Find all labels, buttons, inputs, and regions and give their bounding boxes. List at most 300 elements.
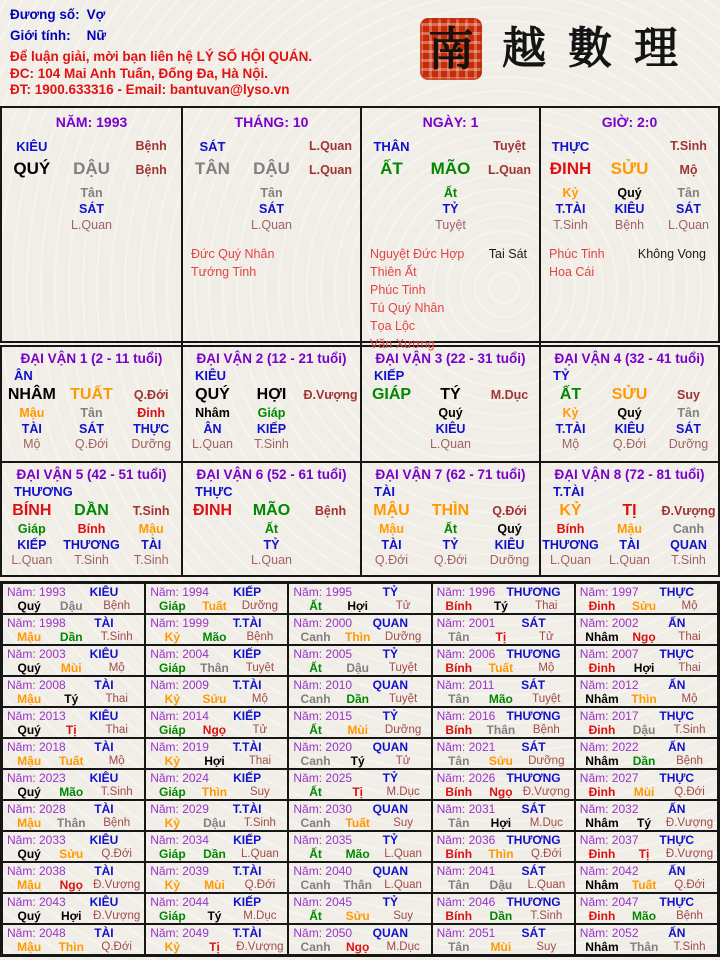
year-stem: Ất — [309, 785, 322, 799]
pillar-box — [539, 108, 718, 353]
year-top-row — [437, 585, 572, 599]
year-cell — [432, 614, 575, 645]
dai-van-star: ÂN — [14, 368, 33, 383]
year-stage: Q.Đới — [244, 879, 276, 891]
year-star: SÁT — [521, 678, 546, 692]
god-name: Thiên Ất — [370, 265, 417, 279]
year-label: Năm: 1999 — [150, 616, 209, 630]
year-branch: Ngọ — [632, 630, 656, 644]
year-bottom-row — [150, 785, 285, 799]
year-star: QUAN — [372, 926, 409, 940]
subject-value: Vợ — [86, 7, 106, 22]
god-name: Nguyệt Đức Hợp — [370, 247, 465, 261]
year-label: Năm: 2031 — [436, 802, 496, 816]
hidden-stems-group — [541, 185, 718, 237]
hidden-stem-column — [659, 185, 718, 237]
year-label: Năm: 2018 — [7, 740, 66, 754]
year-cell — [145, 893, 288, 924]
year-top-row — [293, 740, 428, 754]
dai-van-box — [2, 347, 181, 461]
year-cell — [432, 583, 575, 614]
subject-label: Đương số: — [10, 7, 80, 22]
year-branch: Hợi — [490, 816, 512, 830]
year-star: TỶ — [382, 709, 399, 723]
hidden-star: THỰC — [133, 421, 170, 436]
year-stage: T.Sinh — [243, 817, 276, 829]
year-bottom-row — [580, 723, 715, 737]
dai-van-stem: NHÂM — [7, 386, 56, 403]
gods-list — [183, 237, 360, 281]
year-stem: Đinh — [588, 661, 616, 675]
dai-van-title: ĐẠI VẬN 6 (52 - 61 tuổi) — [196, 467, 347, 482]
year-branch: Tị — [209, 940, 220, 954]
pillar-box — [181, 108, 360, 353]
year-bottom-row — [293, 599, 428, 613]
gender-line — [10, 28, 312, 43]
year-cell — [145, 800, 288, 831]
year-top-row — [437, 647, 572, 661]
year-star: KIÊU — [89, 833, 119, 847]
year-stem: Mậu — [17, 816, 42, 830]
hidden-stem-column — [242, 185, 301, 237]
year-cell — [432, 800, 575, 831]
year-bottom-row — [437, 692, 572, 706]
year-stem: Mậu — [17, 630, 42, 644]
year-label: Năm: 1996 — [436, 585, 496, 599]
year-stem: Ất — [309, 661, 322, 675]
pillar-star: THỰC — [551, 139, 590, 154]
year-stage: Mộ — [108, 662, 125, 674]
year-star: QUAN — [372, 864, 409, 878]
year-stem: Giáp — [159, 661, 186, 675]
hidden-stem-column — [121, 406, 181, 454]
hidden-stem: Mậu — [617, 522, 642, 536]
year-bottom-row — [437, 785, 572, 799]
pillar-stage: Bệnh — [135, 163, 167, 177]
pillar-stem: ĐINH — [549, 159, 592, 178]
year-branch: Mão — [488, 692, 513, 706]
year-stage: T.Sinh — [530, 910, 563, 922]
year-cell — [575, 924, 718, 955]
dai-van-branch: TUẤT — [70, 386, 113, 403]
year-star: KIẾP — [233, 771, 262, 785]
year-branch: Dần — [632, 754, 656, 768]
subject-info — [10, 7, 312, 106]
year-star: KIẾP — [233, 585, 262, 599]
year-bottom-row — [150, 878, 285, 892]
year-stem: Ất — [309, 723, 322, 737]
year-cell — [145, 924, 288, 955]
year-stem: Giáp — [159, 723, 186, 737]
year-top-row — [293, 585, 428, 599]
year-stem: Nhâm — [585, 940, 619, 954]
pillar-stage: L.Quan — [487, 163, 532, 177]
hidden-star: THƯƠNG — [542, 537, 599, 552]
year-branch: Mão — [345, 847, 370, 861]
hidden-stem: Tân — [80, 406, 103, 420]
hidden-stem: Tân — [677, 406, 700, 420]
dai-van-stage: T.Sinh — [132, 504, 170, 518]
year-cell — [145, 707, 288, 738]
year-top-row — [580, 740, 715, 754]
year-top-row — [580, 616, 715, 630]
pillar-stem-branch-row — [2, 158, 181, 181]
year-star: KIÊU — [89, 647, 119, 661]
hidden-star: KIẾP — [17, 537, 47, 552]
year-star: THỰC — [659, 771, 695, 785]
year-cell — [432, 645, 575, 676]
year-top-row — [437, 740, 572, 754]
dai-van-title: ĐẠI VẬN 4 (32 - 41 tuổi) — [554, 351, 705, 366]
year-branch: Tý — [637, 816, 652, 830]
year-top-row — [7, 895, 142, 909]
year-cell — [288, 769, 431, 800]
year-stage: T.Sinh — [100, 786, 133, 798]
year-star: THỰC — [659, 647, 695, 661]
god-name: Phúc Tinh — [370, 283, 426, 297]
dai-van-stem: MẬU — [373, 502, 410, 519]
year-stage: Mộ — [251, 693, 268, 705]
hidden-stems-group — [2, 185, 181, 237]
hidden-stem-column — [600, 522, 659, 570]
hidden-star: THƯƠNG — [63, 537, 120, 552]
year-label: Năm: 2035 — [293, 833, 353, 847]
hidden-stage: Dưỡng — [668, 437, 709, 451]
hidden-star: TỶ — [442, 202, 459, 216]
hidden-star: TỶ — [442, 537, 459, 552]
year-stage: Suy — [249, 786, 270, 798]
pillar-box — [2, 108, 181, 353]
dai-van-branch: MÃO — [252, 502, 291, 519]
year-bottom-row — [437, 754, 572, 768]
year-top-row — [580, 678, 715, 692]
year-label: Năm: 2024 — [150, 771, 209, 785]
year-branch: Tị — [638, 847, 650, 861]
year-bottom-row — [580, 940, 715, 954]
year-top-row — [437, 709, 572, 723]
year-stage: Tử — [252, 724, 268, 736]
year-star: THỰC — [659, 895, 695, 909]
year-star: TỶ — [382, 895, 399, 909]
year-star: THỰC — [659, 709, 695, 723]
year-branch: Ngọ — [202, 723, 227, 737]
year-stage: Q.Đới — [531, 848, 562, 860]
year-stem: Tân — [448, 940, 470, 954]
dai-van-stem-branch-row — [183, 385, 360, 405]
gods-red-column — [549, 245, 605, 281]
hidden-stage: Q.Đới — [374, 553, 409, 567]
year-stem: Tân — [448, 630, 470, 644]
year-branch: Tị — [352, 785, 363, 799]
gods-black-column — [489, 245, 539, 263]
year-branch: Mùi — [347, 723, 368, 737]
years-table — [0, 581, 720, 957]
year-bottom-row — [437, 661, 572, 675]
year-top-row — [7, 585, 142, 599]
year-bottom-row — [580, 599, 715, 613]
year-star: KIẾP — [233, 833, 262, 847]
year-star: T.TÀI — [232, 864, 262, 878]
year-cell — [145, 738, 288, 769]
year-bottom-row — [293, 723, 428, 737]
year-cell — [575, 583, 718, 614]
year-bottom-row — [437, 847, 572, 861]
dai-van-branch: SỬU — [611, 386, 648, 403]
hidden-stem: Bính — [77, 522, 106, 536]
year-star: SÁT — [521, 740, 546, 754]
year-cell — [2, 924, 145, 955]
hidden-star: KIÊU — [614, 421, 645, 436]
year-cell — [288, 614, 431, 645]
hidden-stem-column — [541, 406, 600, 454]
year-branch: Dậu — [203, 816, 226, 830]
year-cell — [432, 924, 575, 955]
year-top-row — [150, 864, 285, 878]
year-branch: Dậu — [59, 599, 83, 613]
hidden-stem-column — [2, 406, 62, 454]
year-label: Năm: 2041 — [436, 864, 496, 878]
hidden-stage: Q.Đới — [74, 437, 109, 451]
year-bottom-row — [7, 816, 142, 830]
hidden-stage: T.Sinh — [553, 218, 588, 232]
god-name: Tọa Lộc — [370, 319, 416, 333]
year-top-row — [7, 926, 142, 940]
pillar-star-row — [362, 138, 539, 155]
year-branch: Sửu — [632, 599, 657, 613]
hidden-stem: Canh — [672, 522, 705, 536]
year-stage: Tuyệt — [388, 693, 418, 705]
year-bottom-row — [7, 847, 142, 861]
pillar-title: GIỜ: 2:0 — [601, 114, 658, 130]
hidden-stage: L.Quan — [250, 553, 292, 567]
pillar-title: THÁNG: 10 — [234, 114, 309, 130]
year-top-row — [580, 647, 715, 661]
dai-van-box — [2, 461, 181, 575]
year-top-row — [580, 864, 715, 878]
dai-van-star: T.TÀI — [553, 484, 585, 499]
year-branch: Ngọ — [59, 878, 83, 892]
year-star: TÀI — [94, 678, 114, 692]
year-top-row — [580, 709, 715, 723]
year-label: Năm: 2051 — [436, 926, 496, 940]
year-branch: Dần — [489, 909, 513, 923]
gender-value: Nữ — [86, 28, 107, 43]
dai-van-title: ĐẠI VẬN 5 (42 - 51 tuổi) — [16, 467, 167, 482]
year-stage: Mộ — [681, 693, 698, 705]
year-star: TỶ — [382, 585, 399, 599]
hidden-stage: Bệnh — [614, 218, 645, 232]
year-branch: Hợi — [633, 661, 655, 675]
year-stage: Bệnh — [103, 817, 131, 829]
year-star: THƯƠNG — [506, 771, 561, 785]
hidden-stem: Mậu — [138, 522, 164, 536]
year-stem: Nhâm — [585, 754, 619, 768]
hidden-stage: T.Sinh — [254, 437, 289, 451]
dai-van-branch: TỊ — [622, 502, 637, 519]
gender-label: Giới tính: — [10, 28, 71, 43]
hidden-stems-group — [183, 406, 360, 454]
hidden-stem-column — [659, 522, 718, 570]
year-stem: Tân — [448, 816, 470, 830]
year-star: TỶ — [382, 771, 399, 785]
year-bottom-row — [437, 630, 572, 644]
year-top-row — [7, 802, 142, 816]
pillar-branch: MÃO — [430, 159, 471, 178]
dai-van-title: ĐẠI VẬN 8 (72 - 81 tuổi) — [554, 467, 705, 482]
year-label: Năm: 2046 — [436, 895, 496, 909]
dai-van-box — [539, 347, 718, 461]
year-stem: Tân — [448, 878, 470, 892]
year-label: Năm: 2011 — [436, 678, 495, 692]
year-branch: Tuất — [631, 878, 657, 892]
year-star: KIẾP — [233, 709, 262, 723]
hidden-stem-column — [242, 522, 301, 570]
year-label: Năm: 2033 — [7, 833, 66, 847]
report-header — [0, 0, 720, 106]
contact-line-2: ĐC: 104 Mai Anh Tuấn, Đống Đa, Hà Nội. — [10, 65, 269, 81]
year-bottom-row — [580, 754, 715, 768]
year-label: Năm: 2026 — [436, 771, 496, 785]
year-cell — [288, 893, 431, 924]
god-name: Đức Quý Nhân — [191, 247, 275, 261]
year-branch: Sửu — [59, 847, 84, 861]
year-top-row — [293, 864, 428, 878]
year-cell — [145, 614, 288, 645]
year-star: ẤN — [668, 926, 686, 940]
year-cell — [2, 738, 145, 769]
year-branch: Tị — [65, 723, 77, 737]
year-stem: Đinh — [588, 599, 616, 613]
year-stem: Kỷ — [164, 816, 181, 830]
year-bottom-row — [150, 909, 285, 923]
dai-van-branch: THÌN — [431, 502, 470, 519]
hidden-stem-column — [62, 406, 122, 454]
year-stage: Thai — [678, 662, 701, 674]
year-cell — [288, 707, 431, 738]
year-bottom-row — [293, 909, 428, 923]
hidden-stem: Bính — [556, 522, 585, 536]
year-cell — [145, 583, 288, 614]
year-top-row — [437, 926, 572, 940]
hidden-star: TÀI — [141, 537, 162, 552]
year-stage: M.Dục — [386, 941, 420, 953]
year-bottom-row — [437, 878, 572, 892]
year-stage: Bệnh — [246, 631, 274, 643]
year-stem: Giáp — [159, 785, 186, 799]
year-branch: Mùi — [204, 878, 225, 892]
year-stage: Suy — [393, 817, 414, 829]
year-top-row — [7, 771, 142, 785]
year-branch: Tý — [64, 692, 79, 706]
year-bottom-row — [150, 692, 285, 706]
year-stem: Kỷ — [164, 878, 181, 892]
year-stage: T.Sinh — [673, 724, 706, 736]
year-branch: Tý — [493, 599, 508, 613]
hidden-stem-column — [121, 522, 181, 570]
year-stage: Thai — [248, 755, 272, 767]
year-branch: Mùi — [60, 661, 82, 675]
year-cell — [2, 862, 145, 893]
hidden-stem-column — [421, 522, 480, 570]
year-stem: Nhâm — [585, 692, 619, 706]
year-star: TÀI — [94, 802, 114, 816]
year-star: KIÊU — [89, 771, 119, 785]
hidden-star: ÂN — [203, 421, 222, 436]
year-bottom-row — [7, 754, 142, 768]
year-stage: Dưỡng — [384, 724, 422, 736]
hidden-stage: L.Quan — [191, 437, 233, 451]
year-branch: Dần — [59, 630, 83, 644]
hidden-stage: T.Sinh — [74, 553, 109, 567]
pillar-star-row — [2, 138, 181, 155]
year-star: TÀI — [94, 864, 114, 878]
year-bottom-row — [293, 847, 428, 861]
god-name: Phúc Tinh — [549, 247, 605, 261]
year-bottom-row — [580, 785, 715, 799]
gods-red-column — [370, 245, 464, 353]
year-top-row — [7, 678, 142, 692]
year-star: TÀI — [94, 926, 114, 940]
year-top-row — [580, 833, 715, 847]
year-stem: Bính — [445, 785, 473, 799]
year-top-row — [7, 864, 142, 878]
hidden-stems-group — [541, 406, 718, 454]
hidden-stem-column — [242, 406, 301, 454]
dai-van-stage: Q.Đới — [492, 504, 527, 518]
hidden-star: KIÊU — [494, 537, 525, 552]
year-branch: Thìn — [201, 785, 228, 799]
hidden-stem: Giáp — [257, 406, 286, 420]
hidden-stem: Kỷ — [562, 406, 579, 420]
year-top-row — [293, 709, 428, 723]
year-bottom-row — [293, 630, 428, 644]
year-stem: Nhâm — [585, 630, 619, 644]
year-stem: Đinh — [588, 723, 616, 737]
hidden-stems-group — [541, 522, 718, 570]
year-top-row — [580, 585, 715, 599]
year-bottom-row — [150, 723, 285, 737]
year-stage: Bệnh — [676, 910, 703, 922]
year-stage: L.Quan — [241, 848, 279, 860]
pillar-stem-branch-row — [183, 158, 360, 181]
year-cell — [575, 800, 718, 831]
year-star: ẤN — [668, 740, 686, 754]
hidden-stem-column — [600, 185, 659, 237]
year-star: ẤN — [668, 802, 686, 816]
year-stage: Tử — [395, 755, 411, 767]
dai-van-stem-branch-row — [183, 501, 360, 521]
gods-black-column — [638, 245, 718, 263]
hidden-stem-column — [62, 522, 122, 570]
year-stage: T.Sinh — [100, 631, 133, 643]
gods-list — [362, 237, 539, 353]
hidden-stage: L.Quan — [70, 218, 112, 232]
year-star: TỶ — [382, 833, 399, 847]
pillar-branch: DẬU — [73, 159, 110, 178]
year-stage: Thai — [105, 724, 128, 736]
year-top-row — [150, 585, 285, 599]
gods-red-column — [191, 245, 274, 281]
year-label: Năm: 2052 — [579, 926, 639, 940]
year-star: SÁT — [521, 864, 546, 878]
year-top-row — [580, 895, 715, 909]
year-cell — [288, 738, 431, 769]
year-bottom-row — [150, 661, 285, 675]
hidden-stage: Tuyệt — [435, 218, 466, 232]
hidden-stem: Mậu — [379, 522, 404, 536]
dai-van-stem-branch-row — [2, 385, 181, 405]
year-label: Năm: 2010 — [293, 678, 353, 692]
